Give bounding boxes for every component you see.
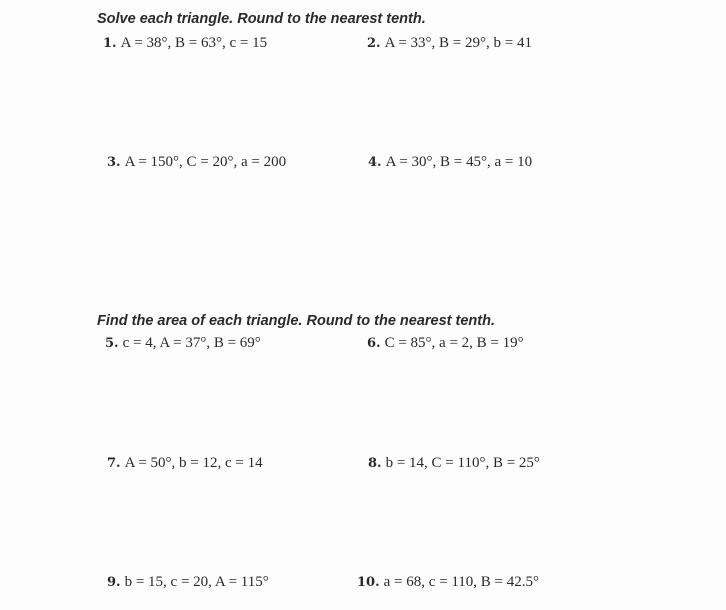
- problem-number: 3.: [107, 155, 121, 170]
- problem-expression: A = 50°, b = 12, c = 14: [124, 455, 263, 471]
- problem-expression: A = 150°, C = 20°, a = 200: [124, 154, 287, 170]
- problem-number: 8.: [368, 456, 382, 471]
- problem-expression: b = 14, C = 110°, B = 25°: [385, 455, 540, 471]
- problem-1: [103, 35, 267, 52]
- problem-expression: A = 33°, B = 29°, b = 41: [384, 35, 532, 51]
- problem-number: 6.: [367, 336, 381, 351]
- problem-number: 9.: [107, 575, 121, 590]
- problem-number: 4.: [368, 155, 382, 170]
- problem-2: [367, 35, 532, 52]
- heading-solve-triangles: Solve each triangle. Round to the nearest tenth.: [97, 11, 426, 27]
- problem-expression: A = 30°, B = 45°, a = 10: [385, 154, 533, 170]
- problem-8: [368, 455, 540, 472]
- problem-expression: b = 15, c = 20, A = 115°: [124, 574, 269, 590]
- problem-expression: C = 85°, a = 2, B = 19°: [384, 335, 524, 351]
- problem-6: [367, 335, 524, 352]
- problem-9: [107, 574, 269, 591]
- problem-10: [357, 574, 539, 591]
- problem-4: [368, 154, 532, 171]
- problem-expression: A = 38°, B = 63°, c = 15: [120, 35, 268, 51]
- problem-expression: a = 68, c = 110, B = 42.5°: [383, 574, 540, 590]
- problem-number: 10.: [357, 575, 380, 590]
- problem-number: 1.: [103, 36, 117, 51]
- problem-expression: c = 4, A = 37°, B = 69°: [122, 335, 261, 351]
- problem-number: 7.: [107, 456, 121, 471]
- heading-find-area: Find the area of each triangle. Round to the nearest tenth.: [97, 313, 495, 329]
- problem-7: [107, 455, 263, 472]
- problem-5: [105, 335, 261, 352]
- problem-number: 2.: [367, 36, 381, 51]
- problem-3: [107, 154, 286, 171]
- problem-number: 5.: [105, 336, 119, 351]
